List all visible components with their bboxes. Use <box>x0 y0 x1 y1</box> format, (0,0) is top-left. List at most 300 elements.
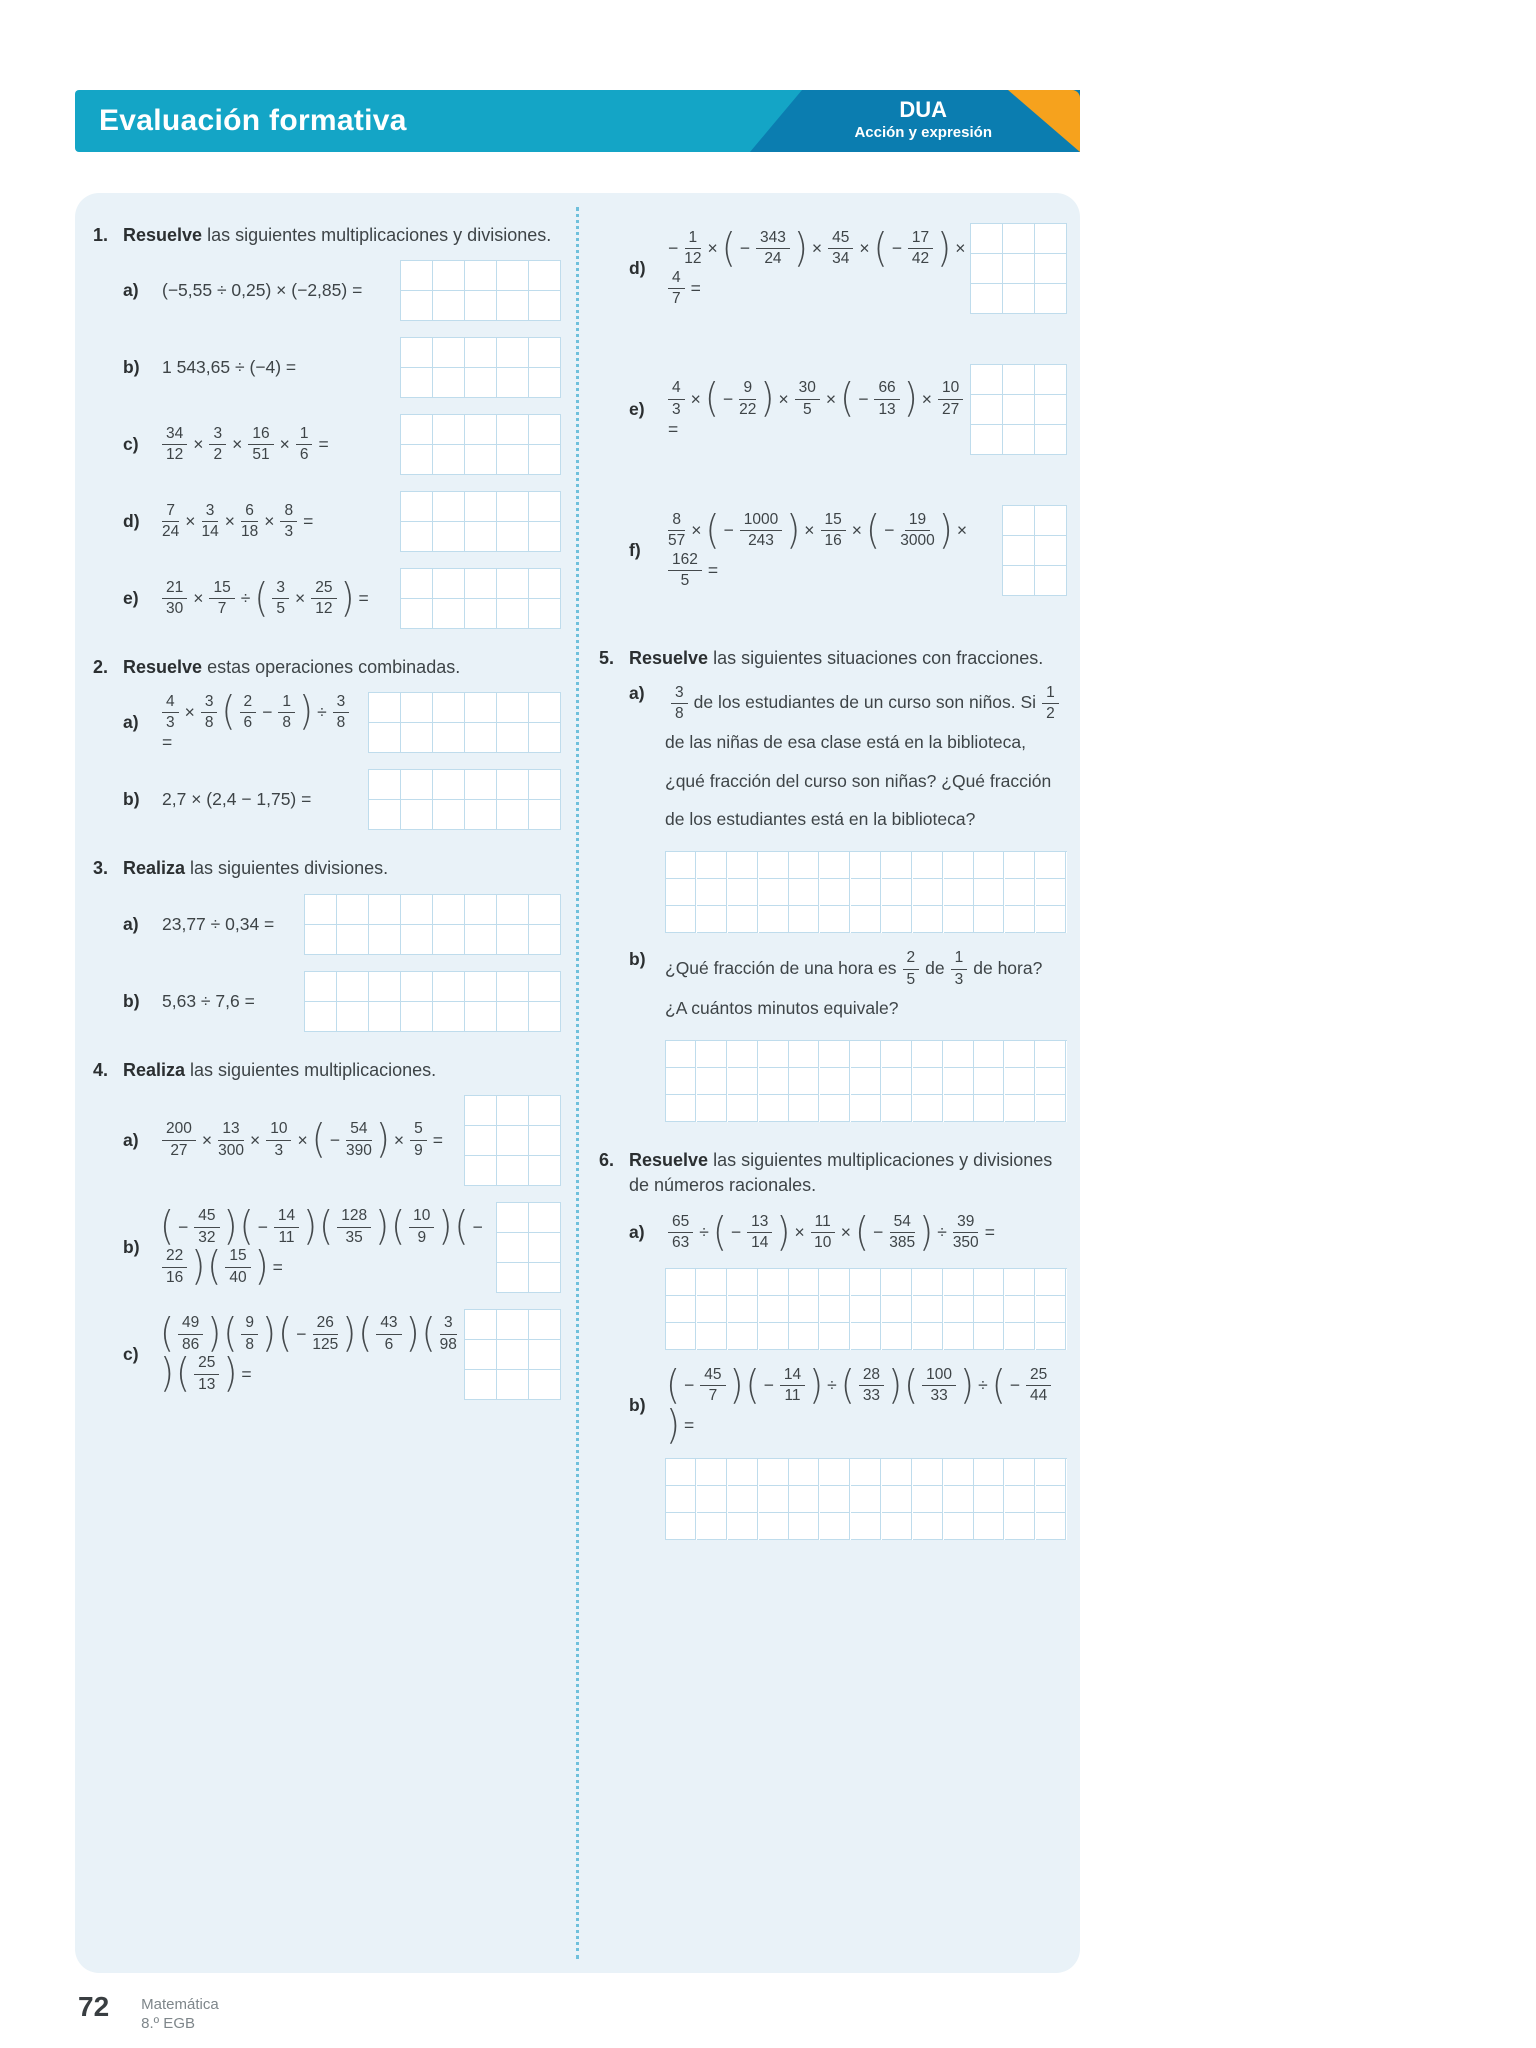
math-text: × <box>691 520 702 541</box>
grid-cell <box>433 1002 465 1032</box>
grid-cell <box>974 1296 1004 1323</box>
exercise-item <box>629 364 1067 455</box>
math-expression <box>159 991 258 1012</box>
fraction-denominator: 8 <box>245 1335 255 1353</box>
grid-cell <box>971 365 1003 395</box>
grid-cell <box>433 770 465 800</box>
item-label: b) <box>123 1236 140 1257</box>
grid-cell <box>1035 365 1067 395</box>
grid-cell <box>369 770 401 800</box>
grid-cell <box>666 906 696 933</box>
fraction-denominator: 5 <box>680 572 690 589</box>
grid-cell <box>497 1002 529 1032</box>
grid-cell <box>944 906 974 933</box>
answer-grid <box>665 1040 1067 1122</box>
fraction-denominator: 11 <box>784 1387 801 1405</box>
fraction-numerator: 3 <box>201 693 218 713</box>
fraction-numerator: 43 <box>376 1314 401 1334</box>
math-text: − <box>472 1216 483 1237</box>
math-text: × <box>393 1129 405 1150</box>
grid-cell <box>497 1370 529 1400</box>
grid-cell <box>759 1068 789 1095</box>
fraction-numerator: 15 <box>225 1247 250 1267</box>
parenthesis: ) <box>303 1203 318 1250</box>
fraction-denominator: 6 <box>243 713 253 731</box>
grid-cell <box>759 1269 789 1296</box>
grid-cell <box>433 338 465 368</box>
grid-cell <box>913 1041 943 1068</box>
grid-cell <box>974 1486 1004 1513</box>
content-panel <box>75 193 1080 1973</box>
fraction <box>296 425 313 465</box>
answer-grid <box>665 1458 1067 1540</box>
math-text: × <box>794 1222 805 1243</box>
math-expression <box>665 507 1002 591</box>
fraction-denominator: 3 <box>672 400 681 418</box>
grid-cell <box>789 1269 819 1296</box>
grid-cell <box>882 852 912 879</box>
grid-cell <box>369 693 401 723</box>
section-heading <box>93 856 561 881</box>
parenthesis: ( <box>160 1310 175 1357</box>
exercise-row <box>123 1309 561 1400</box>
fraction-numerator: 8 <box>668 511 685 531</box>
grid-cell <box>497 800 529 830</box>
fraction-denominator: 385 <box>889 1234 916 1252</box>
parenthesis: ( <box>421 1310 436 1357</box>
parenthesis: ( <box>176 1350 191 1397</box>
grid-cell <box>913 1513 943 1540</box>
grid-cell <box>759 1041 789 1068</box>
item-label: b) <box>123 357 140 378</box>
grid-cell <box>497 1203 529 1233</box>
fraction-denominator: 57 <box>668 532 686 550</box>
grid-cell <box>497 415 529 445</box>
parenthesis: ) <box>919 1209 934 1256</box>
grid-cell <box>820 1486 850 1513</box>
fraction-numerator: 7 <box>162 502 179 522</box>
math-text: × <box>201 1129 213 1150</box>
grid-cell <box>465 492 497 522</box>
grid-cell <box>851 906 881 933</box>
fraction <box>409 1207 434 1247</box>
parenthesis: ) <box>960 1362 975 1409</box>
grid-cell <box>1005 852 1035 879</box>
fraction <box>178 1314 203 1354</box>
grid-cell <box>465 415 497 445</box>
fraction-numerator: 6 <box>241 502 258 522</box>
fraction <box>201 502 218 542</box>
grid-cell <box>728 1486 758 1513</box>
grid-cell <box>401 445 433 475</box>
grid-cell <box>789 1095 819 1122</box>
parenthesis: ( <box>358 1310 373 1357</box>
section-number: 5. <box>599 648 615 668</box>
grid-cell <box>1005 906 1035 933</box>
grid-cell <box>401 800 433 830</box>
grid-cell <box>759 879 789 906</box>
grid-cell <box>882 906 912 933</box>
item-label: c) <box>123 434 139 455</box>
dua-title: DUA <box>899 97 948 122</box>
parenthesis: ( <box>239 1203 254 1250</box>
fraction-denominator: 2 <box>213 446 223 464</box>
grid-cell <box>401 261 433 291</box>
math-text: − <box>684 1375 695 1396</box>
fraction-numerator: 1 <box>685 229 702 249</box>
grid-cell <box>666 1095 696 1122</box>
fraction <box>274 1207 299 1247</box>
parenthesis: ) <box>299 688 314 735</box>
grid-cell <box>944 1323 974 1350</box>
fraction-denominator: 3 <box>954 970 964 988</box>
math-text: − <box>178 1216 189 1237</box>
fraction <box>668 551 702 591</box>
fraction-denominator: 42 <box>911 250 930 268</box>
fraction <box>248 425 273 465</box>
exercise-item <box>629 223 1067 314</box>
grid-cell <box>666 1068 696 1095</box>
grid-cell <box>1005 1486 1035 1513</box>
grid-cell <box>497 1096 529 1126</box>
grid-cell <box>369 895 401 925</box>
fraction <box>700 1366 725 1406</box>
math-text: = <box>668 419 679 439</box>
section-verb: Resuelve <box>629 648 709 668</box>
math-text: − <box>722 388 734 409</box>
answer-grid <box>665 1268 1067 1350</box>
math-text: ÷ <box>317 701 327 722</box>
math-text: ÷ <box>240 588 251 609</box>
grid-cell <box>529 972 561 1002</box>
grid-cell <box>789 1486 819 1513</box>
grid-cell <box>465 925 497 955</box>
grid-cell <box>697 906 727 933</box>
grid-cell <box>497 925 529 955</box>
grid-cell <box>529 770 561 800</box>
grid-cell <box>401 338 433 368</box>
math-text: × <box>778 388 789 409</box>
grid-cell <box>1036 1296 1066 1323</box>
grid-cell <box>369 1002 401 1032</box>
parenthesis: ) <box>938 507 953 554</box>
math-expression <box>159 914 277 935</box>
fraction <box>668 269 685 309</box>
grid-cell <box>465 522 497 552</box>
grid-cell <box>944 1095 974 1122</box>
fraction-denominator: 243 <box>748 532 774 550</box>
grid-cell <box>913 879 943 906</box>
grid-cell <box>851 1269 881 1296</box>
grid-cell <box>697 1095 727 1122</box>
exercise-row <box>629 1362 1067 1449</box>
grid-cell <box>497 723 529 753</box>
grid-cell <box>789 879 819 906</box>
fraction-numerator: 17 <box>908 229 933 249</box>
fraction-denominator: 125 <box>312 1335 339 1353</box>
exercise-item <box>123 568 561 629</box>
grid-cell <box>1005 1513 1035 1540</box>
grid-cell <box>529 1156 561 1186</box>
fraction-denominator: 33 <box>930 1387 948 1405</box>
grid-cell <box>1003 566 1035 596</box>
fraction-denominator: 63 <box>672 1234 690 1252</box>
parenthesis: ( <box>319 1203 334 1250</box>
grid-cell <box>820 1041 850 1068</box>
exercise-item <box>123 491 561 552</box>
grid-cell <box>401 1002 433 1032</box>
grid-cell <box>433 522 465 552</box>
parenthesis: ( <box>666 1362 681 1409</box>
grid-cell <box>1036 1269 1066 1296</box>
fraction-denominator: 24 <box>764 250 782 268</box>
grid-cell <box>529 445 561 475</box>
math-expression <box>665 1209 998 1256</box>
fraction-numerator: 3 <box>440 1314 457 1334</box>
math-text: − <box>858 388 869 409</box>
grid-cell <box>497 261 529 291</box>
item-label: a) <box>629 1222 645 1243</box>
grid-cell <box>851 1459 881 1486</box>
grid-cell <box>851 1296 881 1323</box>
answer-grid <box>368 692 561 753</box>
grid-cell <box>1036 1095 1066 1122</box>
grid-cell <box>759 906 789 933</box>
fraction <box>194 1354 219 1394</box>
math-text: = <box>684 1415 695 1436</box>
grid-cell <box>305 972 337 1002</box>
math-text: × <box>249 1129 261 1150</box>
grid-cell <box>1036 852 1066 879</box>
fraction-denominator: 33 <box>862 1387 881 1405</box>
math-expression <box>159 357 299 378</box>
grid-cell <box>1035 536 1067 566</box>
parenthesis: ( <box>840 375 855 422</box>
fraction <box>811 1213 835 1253</box>
parenthesis: ( <box>160 1203 175 1250</box>
fraction-numerator: 10 <box>409 1207 434 1227</box>
exercise-item <box>123 260 561 321</box>
grid-cell <box>851 1323 881 1350</box>
grid-cell <box>728 1323 758 1350</box>
grid-cell <box>1036 1068 1066 1095</box>
fraction-denominator: 40 <box>229 1268 247 1286</box>
grid-cell <box>820 1513 850 1540</box>
fraction-denominator: 8 <box>336 713 346 731</box>
footer-meta <box>141 1992 219 2033</box>
math-text: = <box>272 1256 283 1277</box>
exercise-row <box>123 1202 561 1293</box>
fraction-numerator: 19 <box>905 511 930 531</box>
parenthesis: ) <box>340 575 355 622</box>
fraction <box>225 1247 250 1287</box>
grid-cell <box>944 1513 974 1540</box>
grid-cell <box>971 425 1003 455</box>
section-number: 2. <box>93 657 109 678</box>
grid-cell <box>820 1269 850 1296</box>
item-label: d) <box>629 258 646 278</box>
exercise-row <box>629 683 1067 839</box>
fraction-numerator: 3 <box>209 425 226 445</box>
math-text: ÷ <box>978 1375 988 1396</box>
fraction <box>740 511 782 551</box>
grid-cell <box>465 895 497 925</box>
grid-cell <box>789 1459 819 1486</box>
grid-cell <box>497 1310 529 1340</box>
grid-cell <box>971 254 1003 284</box>
math-expression <box>665 683 1067 839</box>
math-text: de hora? ¿A cuántos minutos equivale? <box>665 957 1043 1018</box>
grid-cell <box>433 895 465 925</box>
grid-cell <box>944 1486 974 1513</box>
exercise-item <box>123 337 561 398</box>
item-label: a) <box>123 1129 139 1150</box>
fraction-denominator: 7 <box>708 1387 718 1405</box>
grid-cell <box>913 1068 943 1095</box>
math-text: de los estudiantes de un curso son niños. Si <box>693 692 1037 713</box>
answer-grid <box>368 769 561 830</box>
section-text: Resuelve las siguientes multiplicaciones y divisiones de números racionales. <box>629 1149 1053 1195</box>
fraction-numerator: 13 <box>747 1213 772 1233</box>
fraction-numerator: 45 <box>194 1207 219 1227</box>
fraction-numerator: 162 <box>668 551 702 571</box>
grid-cell <box>944 1041 974 1068</box>
grid-cell <box>465 1096 497 1126</box>
fraction-numerator: 1 <box>278 693 295 713</box>
fraction-numerator: 25 <box>311 579 336 599</box>
fraction-numerator: 2 <box>240 693 257 713</box>
fraction <box>410 1120 427 1160</box>
grid-cell <box>465 800 497 830</box>
answer-grid <box>665 851 1067 933</box>
grid-cell <box>465 972 497 1002</box>
fraction <box>668 1213 693 1253</box>
grid-cell <box>851 1068 881 1095</box>
grid-cell <box>529 800 561 830</box>
fraction-numerator: 66 <box>874 379 899 399</box>
grid-cell <box>465 291 497 321</box>
grid-cell <box>1003 254 1035 284</box>
parenthesis: ) <box>191 1243 206 1290</box>
parenthesis: ( <box>712 1209 727 1256</box>
grid-cell <box>465 1126 497 1156</box>
math-text: ¿Qué fracción de una hora es <box>665 957 897 978</box>
exercise-row <box>123 491 561 552</box>
grid-cell <box>465 368 497 398</box>
fraction <box>903 949 920 989</box>
math-text: × <box>193 588 204 609</box>
fraction <box>739 379 756 419</box>
grid-cell <box>1035 395 1067 425</box>
fraction-numerator: 30 <box>795 379 820 399</box>
fraction <box>376 1314 401 1354</box>
parenthesis: ) <box>937 225 952 272</box>
grid-cell <box>789 1323 819 1350</box>
math-text: ÷ <box>937 1222 947 1243</box>
math-expression <box>159 502 316 542</box>
parenthesis: ) <box>375 1203 390 1250</box>
fraction-denominator: 22 <box>739 400 757 418</box>
fraction-denominator: 9 <box>417 1228 427 1246</box>
item-label: e) <box>123 588 139 609</box>
exercise-row <box>123 260 561 321</box>
math-text: = <box>707 560 719 580</box>
fraction-denominator: 5 <box>906 970 916 988</box>
fraction-denominator: 51 <box>252 446 270 464</box>
grid-cell <box>1003 506 1035 536</box>
fraction <box>908 229 933 269</box>
math-text: − <box>296 1323 307 1344</box>
grid-cell <box>1003 365 1035 395</box>
grid-cell <box>882 879 912 906</box>
math-text: × <box>279 434 290 455</box>
exercise-item <box>123 769 561 830</box>
math-text: 1 543,65 ÷ (−4) = <box>162 357 297 378</box>
math-text: = <box>690 278 701 298</box>
section-verb: Resuelve <box>123 225 203 245</box>
grid-cell <box>529 492 561 522</box>
parenthesis: ( <box>254 575 269 622</box>
grid-cell <box>759 1095 789 1122</box>
fraction-denominator: 24 <box>162 523 180 541</box>
fraction-denominator: 5 <box>802 400 812 418</box>
grid-cell <box>529 599 561 629</box>
section-heading <box>93 1058 561 1083</box>
fraction <box>162 1247 187 1287</box>
section-text: Realiza las siguientes divisiones. <box>123 858 389 879</box>
grid-cell <box>882 1068 912 1095</box>
parenthesis: ( <box>223 1310 238 1357</box>
exercise-item <box>123 1202 561 1293</box>
math-expression <box>159 789 314 810</box>
grid-cell <box>337 895 369 925</box>
grid-cell <box>728 906 758 933</box>
math-text: × <box>232 434 243 455</box>
grid-cell <box>974 1095 1004 1122</box>
fraction <box>240 693 257 733</box>
math-text: × <box>690 388 701 409</box>
math-text: de las niñas de esa clase está en la biblioteca, ¿qué fracción del curso son niñas? ¿Qué fracción de los estudiantes está en la biblioteca? <box>665 732 1052 830</box>
fraction-denominator: 12 <box>166 446 184 464</box>
grid-cell <box>465 1310 497 1340</box>
grid-cell <box>882 1041 912 1068</box>
grid-cell <box>497 569 529 599</box>
parenthesis: ( <box>704 375 719 422</box>
fraction <box>162 425 187 465</box>
fraction-denominator: 5 <box>276 600 286 618</box>
math-text: − <box>873 1222 884 1243</box>
fraction <box>218 1120 244 1160</box>
fraction <box>684 229 701 269</box>
math-text: × <box>840 1222 851 1243</box>
section-verb: Resuelve <box>629 1149 709 1170</box>
fraction <box>278 693 295 733</box>
grid-cell <box>1005 1323 1035 1350</box>
item-label: a) <box>629 683 645 704</box>
math-text: × <box>185 511 196 532</box>
grid-cell <box>820 1323 850 1350</box>
grid-cell <box>913 852 943 879</box>
parenthesis: ) <box>438 1203 453 1250</box>
grid-cell <box>1035 254 1067 284</box>
item-label: a) <box>123 712 139 733</box>
answer-grid <box>970 364 1067 455</box>
fraction-numerator: 1000 <box>740 511 782 531</box>
grid-cell <box>1035 566 1067 596</box>
parenthesis: ) <box>160 1350 175 1397</box>
parenthesis: ) <box>793 225 808 272</box>
exercise-row <box>123 894 561 955</box>
